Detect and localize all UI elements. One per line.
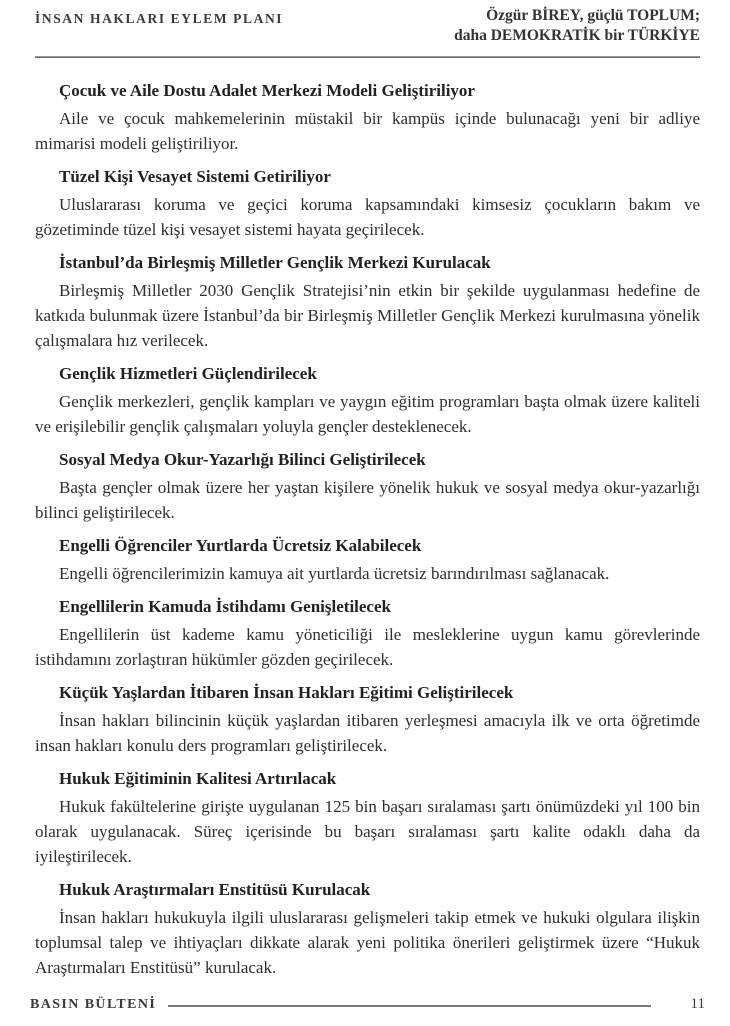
document-section: [35, 361, 700, 439]
header-slogan-line2: daha DEMOKRATİK bir TÜRKİYE: [454, 27, 700, 44]
document-section: [35, 533, 700, 586]
section-paragraph: Engelli öğrencilerimizin kamuya ait yurtlarda ücretsiz barındırılması sağlanacak.: [59, 564, 610, 583]
header-slogan-line1: Özgür BİREY, güçlü TOPLUM;: [486, 7, 700, 24]
document-section: [35, 250, 700, 353]
document-body: [0, 58, 730, 980]
section-heading: Engelli Öğrenciler Yurtlarda Ücretsiz Kalabilecek: [59, 536, 422, 555]
document-section: [35, 877, 700, 980]
page-footer: [30, 996, 705, 1013]
section-heading: Küçük Yaşlardan İtibaren İnsan Hakları Eğitimi Geliştirilecek: [59, 683, 514, 702]
document-section: [35, 766, 700, 869]
document-section: [35, 594, 700, 672]
section-heading: Tüzel Kişi Vesayet Sistemi Getiriliyor: [59, 167, 331, 186]
section-heading: İstanbul’da Birleşmiş Milletler Gençlik Merkezi Kurulacak: [59, 253, 491, 272]
section-paragraph: Gençlik merkezleri, gençlik kampları ve yaygın eğitim programları başta olmak üzere kaliteli ve erişilebilir gençlik çalışmaları yoluyla gençler desteklenecek.: [35, 392, 700, 436]
document-section: [35, 78, 700, 156]
section-heading: Hukuk Araştırmaları Enstitüsü Kurulacak: [59, 880, 371, 899]
section-paragraph: İnsan hakları hukukuyla ilgili uluslararası gelişmeleri takip etmek ve hukuki olgulara ilişkin toplumsal talep ve ihtiyaçları dikkate alarak yeni politika önerileri geliştirmek üzere “Hukuk Araştırmaları Enstitüsü” kurulacak.: [35, 908, 700, 977]
section-paragraph: Aile ve çocuk mahkemelerinin müstakil bir kampüs içinde bulunacağı yeni bir adliye mimarisi modeli geliştiriliyor.: [35, 109, 700, 153]
page-header: [0, 0, 730, 46]
section-heading: Çocuk ve Aile Dostu Adalet Merkezi Modeli Geliştiriliyor: [59, 81, 475, 100]
document-section: [35, 447, 700, 525]
footer-divider: [168, 1005, 650, 1007]
section-paragraph: Birleşmiş Milletler 2030 Gençlik Stratejisi’nin etkin bir şekilde uygulanması hedefine de katkıda bulunmak üzere İstanbul’da bir Birleşmiş Milletler Gençlik Merkezi kurulmasına yönelik çalışmalara hız verilecek.: [35, 281, 700, 350]
section-paragraph: Engellilerin üst kademe kamu yöneticiliği ile mesleklerine uygun kamu görevlerinde istihdamını zorlaştıran hükümler gözden geçirilecek.: [35, 625, 700, 669]
header-document-title: İNSAN HAKLARI EYLEM PLANI: [35, 11, 284, 26]
section-paragraph: Hukuk fakültelerine girişte uygulanan 125 bin başarı sıralaması şartı önümüzdeki yıl 100 bin olarak uygulanacak. Süreç içerisinde bu başarı sıralaması şartı kalite odaklı daha da iyileştirilecek.: [35, 797, 700, 866]
section-paragraph: Başta gençler olmak üzere her yaştan kişilere yönelik hukuk ve sosyal medya okur-yazarlığı bilinci geliştirilecek.: [35, 478, 700, 522]
header-slogan: [454, 6, 700, 46]
document-section: [35, 680, 700, 758]
document-section: [35, 164, 700, 242]
page-number: 11: [690, 996, 705, 1012]
section-paragraph: İnsan hakları bilincinin küçük yaşlardan itibaren yerleşmesi amacıyla ilk ve orta öğretimde insan hakları konulu ders programları geliştirilecek.: [35, 711, 700, 755]
section-heading: Hukuk Eğitiminin Kalitesi Artırılacak: [59, 769, 337, 788]
section-paragraph: Uluslararası koruma ve geçici koruma kapsamındaki kimsesiz çocukların bakım ve gözetiminde tüzel kişi vesayet sistemi hayata geçirilecek.: [35, 195, 700, 239]
section-heading: Engellilerin Kamuda İstihdamı Genişletilecek: [59, 597, 391, 616]
footer-label: BASIN BÜLTENİ: [30, 996, 157, 1012]
section-heading: Gençlik Hizmetleri Güçlendirilecek: [59, 364, 317, 383]
section-heading: Sosyal Medya Okur-Yazarlığı Bilinci Geliştirilecek: [59, 450, 426, 469]
